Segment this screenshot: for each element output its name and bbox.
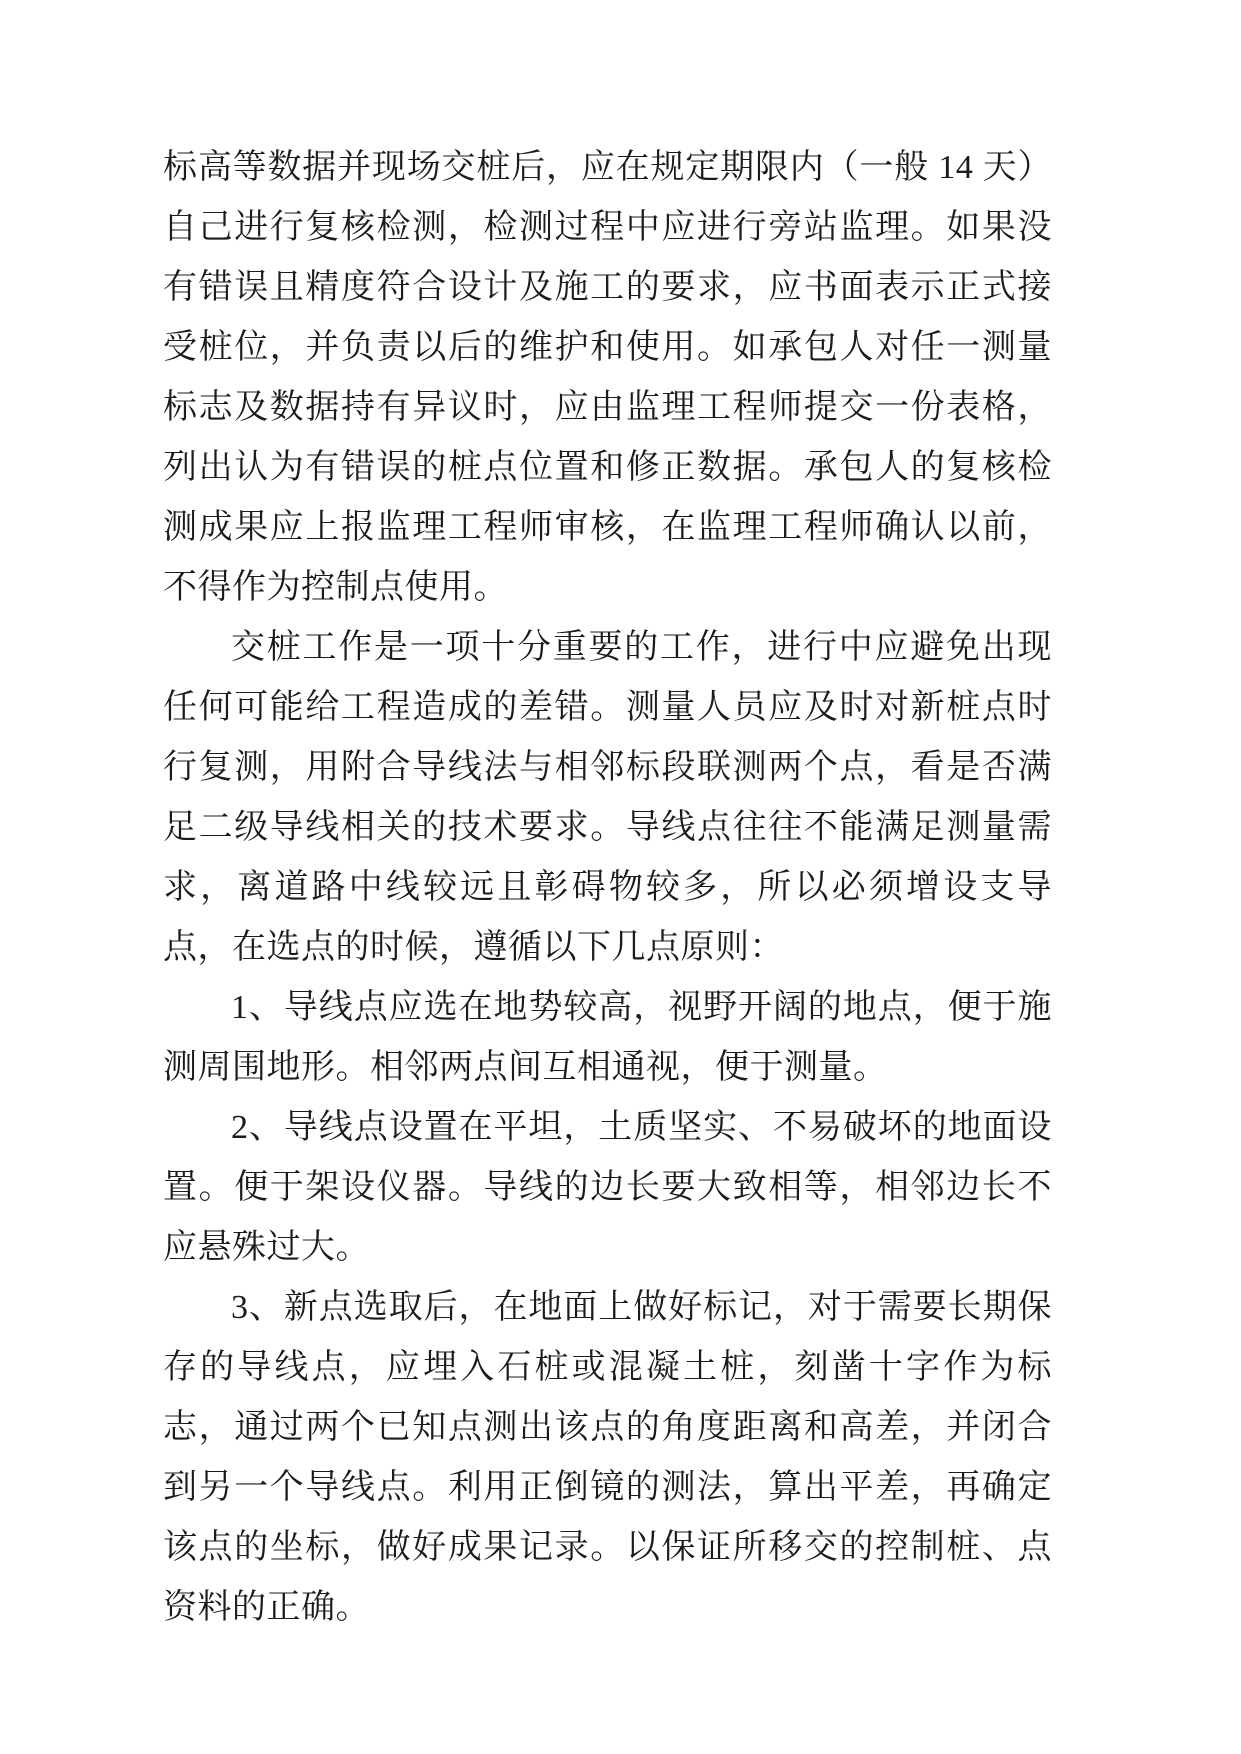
document-body: [163, 138, 1052, 1638]
paragraph: 交桩工作是一项十分重要的工作，进行中应避免出现任何可能给工程造成的差错。测量人员应及时对新桩点时行复测，用附合导线法与相邻标段联测两个点，看是否满足二级导线相关的技术要求。导线点往往不能满足测量需求，离道路中线较远且彰碍物较多，所以必须增设支导点，在选点的时候，遵循以下几点原则：: [163, 629, 1052, 966]
paragraph: 标高等数据并现场交桩后，应在规定期限内（一般 14 天）自己进行复核检测，检测过程中应进行旁站监理。如果没有错误且精度符合设计及施工的要求，应书面表示正式接受桩位，并负责以后的维护和使用。如承包人对任一测量标志及数据持有异议时，应由监理工程师提交一份表格，列出认为有错误的桩点位置和修正数据。承包人的复核检测成果应上报监理工程师审核，在监理工程师确认以前，不得作为控制点使用。: [163, 149, 1052, 606]
list-item-1: 1、导线点应选在地势较高，视野开阔的地点，便于施测周围地形。相邻两点间互相通视，便于测量。: [163, 989, 1052, 1086]
list-item-2: 2、导线点设置在平坦，土质坚实、不易破坏的地面设置。便于架设仪器。导线的边长要大致相等，相邻边长不应悬殊过大。: [163, 1109, 1052, 1266]
list-item-3: 3、新点选取后，在地面上做好标记，对于需要长期保存的导线点，应埋入石桩或混凝土桩，刻凿十字作为标志，通过两个已知点测出该点的角度距离和高差，并闭合到另一个导线点。利用正倒镜的测法，算出平差，再确定该点的坐标，做好成果记录。以保证所移交的控制桩、点资料的正确。: [163, 1289, 1052, 1626]
